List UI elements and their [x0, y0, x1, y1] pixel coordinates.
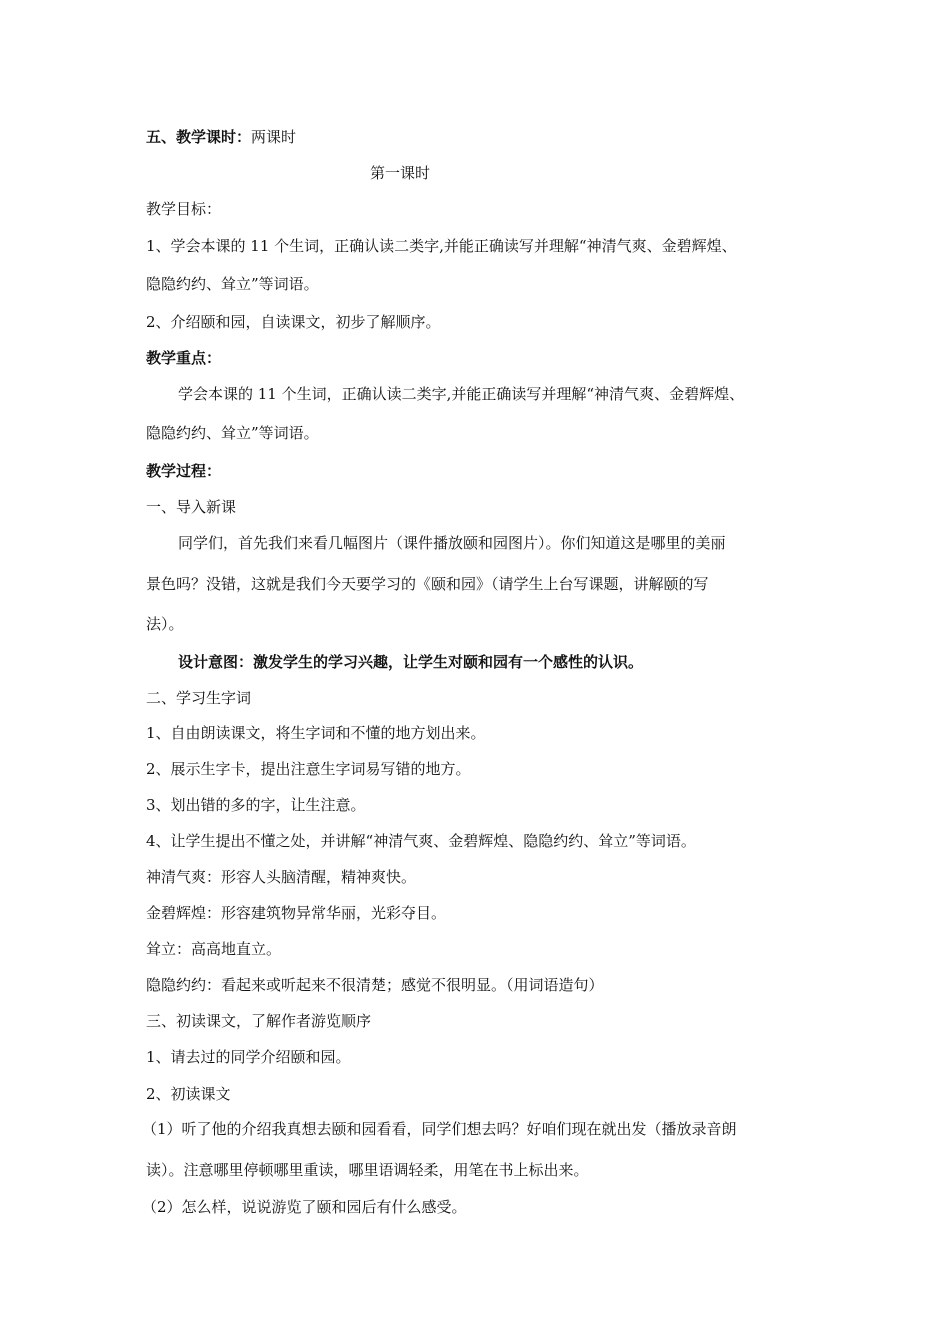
section-3-title: 三、初读课文，了解作者游览顺序 [146, 1012, 372, 1030]
section-2-step-2: 2、展示生字卡，提出注意生字词易写错的地方。 [146, 760, 471, 778]
section-2-step-1: 1、自由朗读课文，将生字词和不懂的地方划出来。 [146, 724, 486, 742]
section-2-title: 二、学习生字词 [146, 689, 252, 707]
section-3-sub-2: （2）怎么样，说说游览了颐和园后有什么感受。 [142, 1198, 467, 1216]
key-points-line-2: 隐隐约约、耸立”等词语。 [146, 424, 319, 442]
definition-shenqingqishuang: 神清气爽：形容人头脑清醒，精神爽快。 [146, 868, 417, 886]
definition-yinyinyueyue: 隐隐约约：看起来或听起来不很清楚；感觉不很明显。（用词语造句） [146, 976, 604, 994]
process-heading: 教学过程： [146, 462, 222, 480]
section-1-paragraph-line-3: 法）。 [146, 615, 184, 633]
lesson-title: 第一课时 [370, 164, 431, 182]
lesson-hours-label: 五、教学课时： [146, 128, 252, 146]
goal-item-1-line-2: 隐隐约约、耸立”等词语。 [146, 275, 319, 293]
section-3-sub-1-line-2: 读）。注意哪里停顿哪里重读，哪里语调轻柔，用笔在书上标出来。 [146, 1161, 589, 1179]
goal-item-1-line-1: 1、学会本课的 11 个生词，正确认读二类字,并能正确读写并理解“神清气爽、金碧辉煌、 [146, 237, 737, 255]
section-1-paragraph-line-2: 景色吗？没错，这就是我们今天要学习的《颐和园》（请学生上台写课题，讲解颐的写 [146, 575, 709, 593]
definition-songli: 耸立：高高地直立。 [146, 940, 282, 958]
section-2-step-4: 4、让学生提出不懂之处，并讲解“神清气爽、金碧辉煌、隐隐约约、耸立”等词语。 [146, 832, 696, 850]
section-2-step-3: 3、划出错的多的字，让生注意。 [146, 796, 366, 814]
lesson-hours-line [146, 127, 296, 147]
section-1-title: 一、导入新课 [146, 498, 237, 516]
section-1-paragraph-line-1: 同学们，首先我们来看几幅图片（课件播放颐和园图片）。你们知道这是哪里的美丽 [178, 534, 726, 552]
key-points-line-1: 学会本课的 11 个生词，正确认读二类字,并能正确读写并理解“神清气爽、金碧辉煌、 [178, 385, 745, 403]
section-3-sub-1-line-1: （1）听了他的介绍我真想去颐和园看看，同学们想去吗？好咱们现在就出发（播放录音朗 [142, 1120, 737, 1138]
goals-heading: 教学目标： [146, 200, 222, 218]
key-points-heading: 教学重点： [146, 349, 222, 367]
section-3-step-1: 1、请去过的同学介绍颐和园。 [146, 1048, 351, 1066]
lesson-hours-value: 两课时 [251, 128, 297, 146]
design-intent: 设计意图：激发学生的学习兴趣，让学生对颐和园有一个感性的认识。 [178, 653, 644, 671]
section-3-step-2: 2、初读课文 [146, 1085, 231, 1103]
goal-item-2: 2、介绍颐和园，自读课文，初步了解顺序。 [146, 313, 441, 331]
definition-jinbihuihuang: 金碧辉煌：形容建筑物异常华丽，光彩夺目。 [146, 904, 447, 922]
